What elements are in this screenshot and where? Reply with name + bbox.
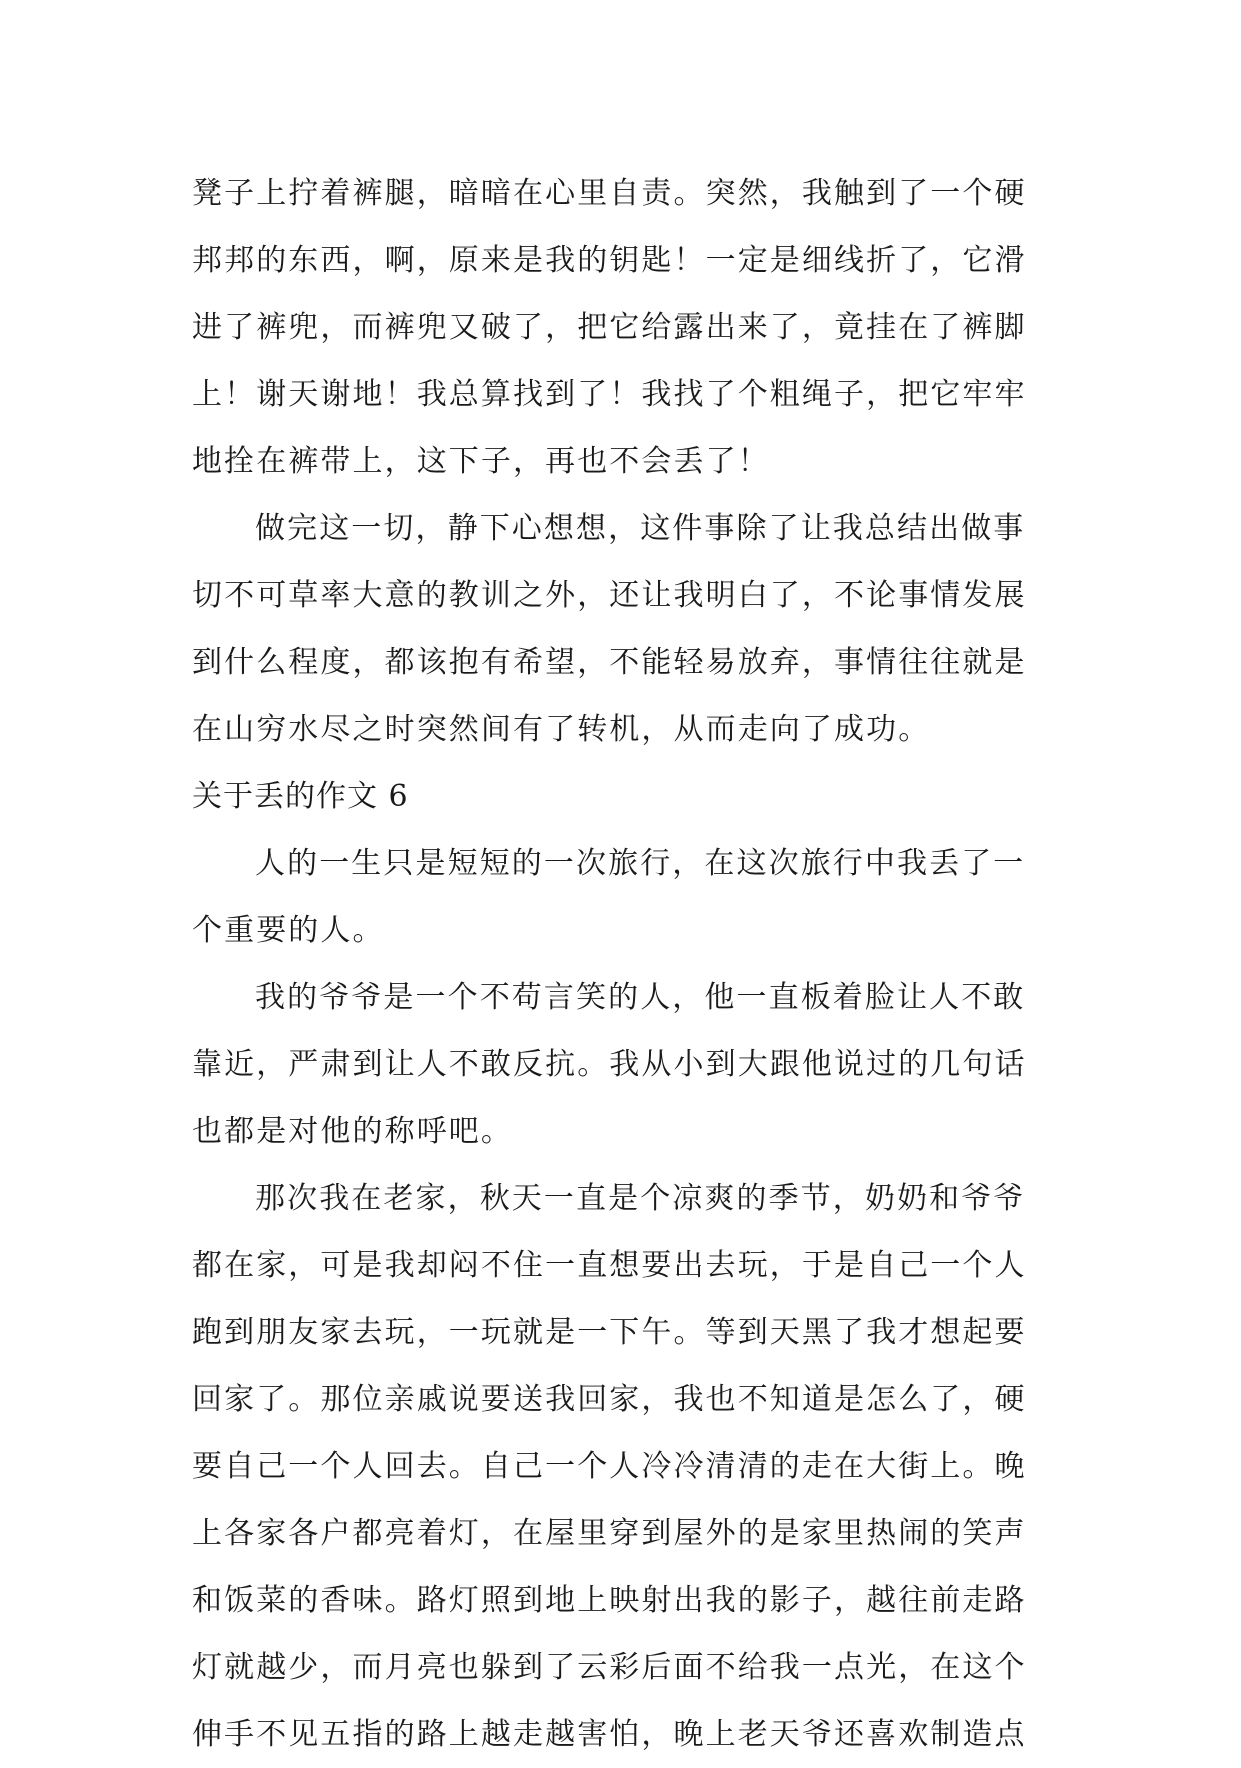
paragraph [192,495,1054,763]
paragraph [192,830,1054,964]
text-line: 地拴在裤带上，这下子，再也不会丢了！ [192,444,770,479]
paragraph [192,964,1054,1165]
text-line: 我的爷爷是一个不苟言笑的人，他一直板着脸让人不敢 [255,980,1026,1015]
paragraph [192,1165,1054,1768]
text-line: 都在家，可是我却闷不住一直想要出去玩，于是自己一个人 [192,1248,1027,1283]
text-line: 靠近，严肃到让人不敢反抗。我从小到大跟他说过的几句话 [192,1047,1027,1082]
text-line: 在山穷水尽之时突然间有了转机，从而走向了成功。 [192,712,931,747]
text-line: 回家了。那位亲戚说要送我回家，我也不知道是怎么了，硬 [192,1382,1027,1417]
text-line: 伸手不见五指的路上越走越害怕，晚上老天爷还喜欢制造点 [192,1717,1027,1752]
text-line: 也都是对他的称呼吧。 [192,1114,513,1149]
text-line: 上！谢天谢地！我总算找到了！我找了个粗绳子，把它牢牢 [192,377,1027,412]
text-line: 和饭菜的香味。路灯照到地上映射出我的影子，越往前走路 [192,1583,1027,1618]
section-heading: 关于丢的作文 6 [192,779,409,814]
text-line: 切不可草率大意的教训之外，还让我明白了，不论事情发展 [192,578,1027,613]
text-line: 灯就越少，而月亮也躲到了云彩后面不给我一点光，在这个 [192,1650,1027,1685]
paragraph [192,160,1054,495]
text-line: 要自己一个人回去。自己一个人冷冷清清的走在大街上。晚 [192,1449,1027,1484]
text-line: 邦邦的东西，啊，原来是我的钥匙！一定是细线折了，它滑 [192,243,1027,278]
text-line: 进了裤兜，而裤兜又破了，把它给露出来了，竟挂在了裤脚 [192,310,1027,345]
document-page [192,160,1054,1768]
text-line: 凳子上拧着裤腿，暗暗在心里自责。突然，我触到了一个硬 [192,176,1027,211]
text-line: 到什么程度，都该抱有希望，不能轻易放弃，事情往往就是 [192,645,1027,680]
text-line: 跑到朋友家去玩，一玩就是一下午。等到天黑了我才想起要 [192,1315,1027,1350]
text-line: 上各家各户都亮着灯，在屋里穿到屋外的是家里热闹的笑声 [192,1516,1027,1551]
text-line: 人的一生只是短短的一次旅行，在这次旅行中我丢了一 [255,846,1026,881]
text-line: 做完这一切，静下心想想，这件事除了让我总结出做事 [255,511,1026,546]
text-line: 那次我在老家，秋天一直是个凉爽的季节，奶奶和爷爷 [255,1181,1026,1216]
text-line: 个重要的人。 [192,913,385,948]
